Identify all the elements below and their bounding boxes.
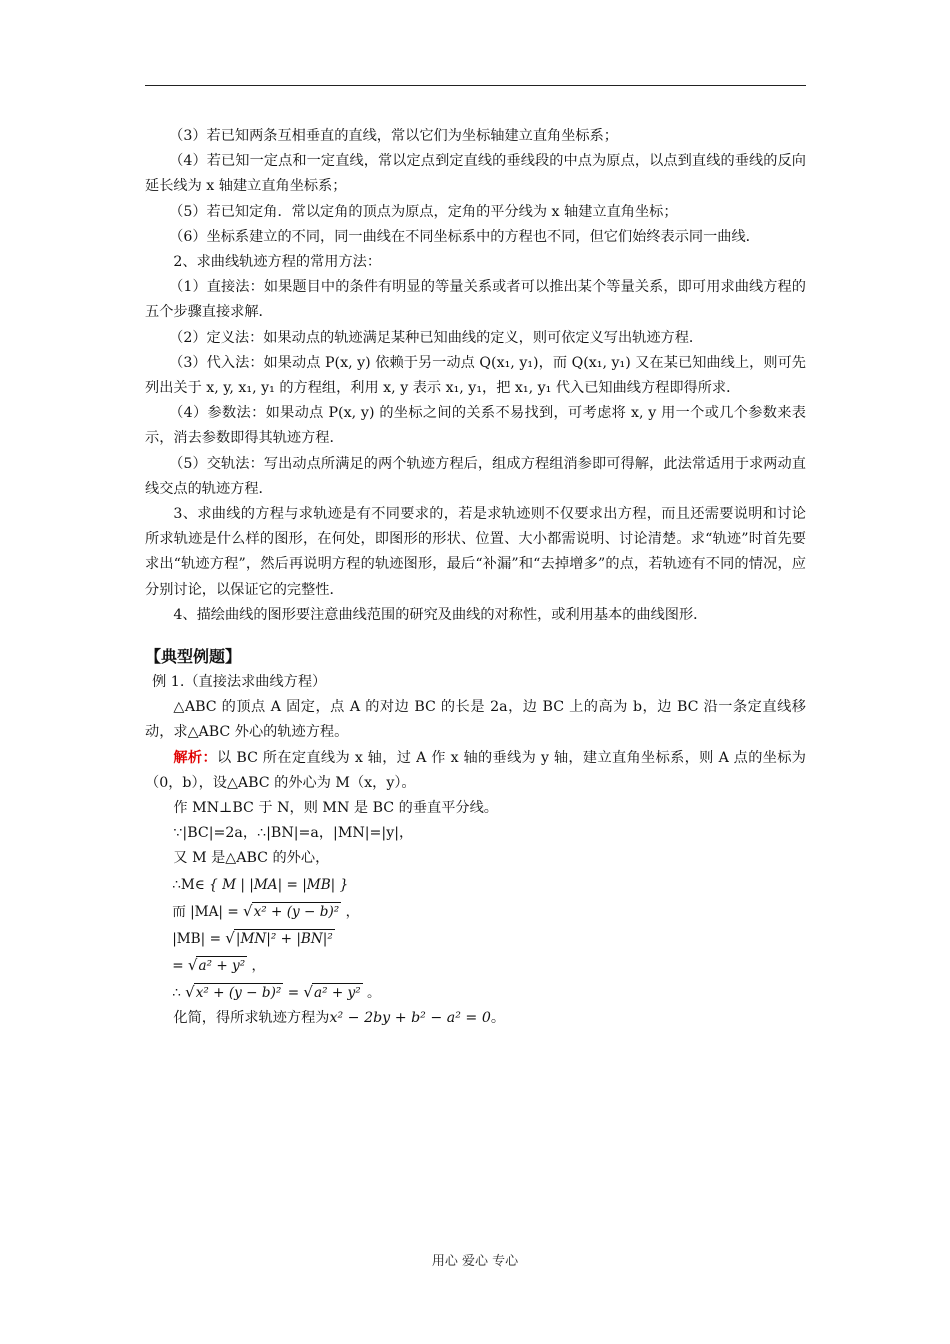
formula-prefix: = xyxy=(172,957,184,974)
sqrt-icon: √ xyxy=(303,982,313,1001)
formula-radicand: a² + y² xyxy=(313,984,361,1001)
paragraph: （3）若已知两条互相垂直的直线，常以它们为坐标轴建立直角坐标系； xyxy=(169,128,618,144)
sqrt-icon: √ xyxy=(243,901,253,920)
formula-prefix: 而 |MA| = xyxy=(172,903,239,920)
formula-equals: = xyxy=(287,984,300,1001)
formula-body: { M | |MA| = |MB| } xyxy=(209,876,349,893)
conclusion xyxy=(145,1006,806,1031)
sqrt-icon: √ xyxy=(185,982,195,1001)
paragraph: （3）代入法：如果动点 P(x, y) 依赖于另一动点 Q(x₁, y₁)，而 Q(x₁, y₁) 又在某已知曲线上，则可先列出关于 x, y, x₁, y₁ 的方程组，利用 x, y 表示 x₁, y₁，把 x₁, y₁ 代入已知曲线方程即得所求． xyxy=(145,354,806,397)
formula-suffix: ， xyxy=(251,957,266,974)
example-analysis xyxy=(145,746,806,796)
paragraph: 3、求曲线的方程与求轨迹是有不同要求的，若是求轨迹则不仅要求出方程，而且还需要说明和讨论所求轨迹是什么样的图形，在何处，即图形的形状、位置、大小都需说明、讨论清楚。求“轨迹”时首先要求出“轨迹方程”，然后再说明方程的轨迹图形，最后“补漏”和“去掉增多”的点，若轨迹有不同的情况，应分别讨论，以保证它的完整性． xyxy=(145,506,806,598)
paragraph: 4、描绘曲线的图形要注意曲线范围的研究及曲线的对称性，或利用基本的曲线图形． xyxy=(173,606,708,623)
example-title: 例 1.（直接法求曲线方程） xyxy=(152,674,327,691)
paragraph: （5）交轨法：写出动点所满足的两个轨迹方程后，组成方程组消参即可得解，此法常适用于求两动直线交点的轨迹方程． xyxy=(145,455,806,497)
formula-mb-simplified xyxy=(145,952,806,979)
formula-radicand: x² + (y − b)² xyxy=(253,903,340,920)
conclusion-equation: x² − 2by + b² − a² = 0 xyxy=(329,1009,491,1026)
analysis-label: 解析： xyxy=(173,749,217,766)
sqrt-icon: √ xyxy=(225,928,235,947)
conclusion-suffix: 。 xyxy=(490,1009,506,1026)
formula-radicand: x² + (y − b)² xyxy=(195,984,282,1001)
solution-step: 又 M 是△ABC 的外心， xyxy=(173,850,330,867)
formula-prefix: |MB| = xyxy=(172,930,221,947)
formula-radicand: a² + y² xyxy=(198,957,246,974)
formula-suffix: 。 xyxy=(367,984,381,1001)
page-footer: 用心 爱心 专心 xyxy=(431,1254,519,1269)
solution-step: 作 MN⊥BC 于 N，则 MN 是 BC 的垂直平分线。 xyxy=(173,800,498,817)
sqrt-icon: √ xyxy=(187,955,198,974)
formula-set xyxy=(145,872,806,898)
paragraph: （2）定义法：如果动点的轨迹满足某种已知曲线的定义，则可依定义写出轨迹方程． xyxy=(169,329,704,346)
analysis-text: 以 BC 所在定直线为 x 轴，过 A 作 x 轴的垂线为 y 轴，建立直角坐标系，则 A 点的坐标为（0，b），设△ABC 的外心为 M（x，y）。 xyxy=(145,749,806,791)
paragraph: （6）坐标系建立的不同，同一曲线在不同坐标系中的方程也不同，但它们始终表示同一曲线． xyxy=(169,228,760,245)
section-heading: 2、求曲线轨迹方程的常用方法： xyxy=(173,254,382,271)
document-body xyxy=(145,124,806,1031)
formula-ma xyxy=(145,898,806,925)
formula-prefix: ∴M∈ xyxy=(172,876,205,893)
formula-mb xyxy=(145,925,806,952)
example-problem: △ABC 的顶点 A 固定，点 A 的对边 BC 的长是 2a，边 BC 上的高为 b，边 BC 沿一条定直线移动，求△ABC 外心的轨迹方程。 xyxy=(145,699,806,741)
formula-suffix: ， xyxy=(345,903,360,920)
paragraph: （1）直接法：如果题目中的条件有明显的等量关系或者可以推出某个等量关系，即可用求曲线方程的五个步骤直接求解． xyxy=(145,279,806,321)
formula-equation xyxy=(145,979,806,1006)
conclusion-text: 化简，得所求轨迹方程为 xyxy=(173,1009,330,1026)
formula-prefix: ∴ xyxy=(172,984,181,1001)
examples-heading: 【典型例题】 xyxy=(145,647,242,667)
solution-step: ∵|BC|=2a，∴|BN|=a，|MN|=|y|， xyxy=(173,825,414,842)
formula-radicand: |MN|² + |BN|² xyxy=(235,930,333,947)
paragraph: （4）若已知一定点和一定直线，常以定点到定直线的垂线段的中点为原点，以点到直线的垂线的反向延长线为 x 轴建立直角坐标系； xyxy=(145,153,806,195)
paragraph: （5）若已知定角．常以定角的顶点为原点，定角的平分线为 x 轴建立直角坐标； xyxy=(169,203,678,220)
header-rule xyxy=(145,85,806,86)
paragraph: （4）参数法：如果动点 P(x, y) 的坐标之间的关系不易找到，可考虑将 x, y 用一个或几个参数来表示，消去参数即得其轨迹方程． xyxy=(145,405,806,447)
